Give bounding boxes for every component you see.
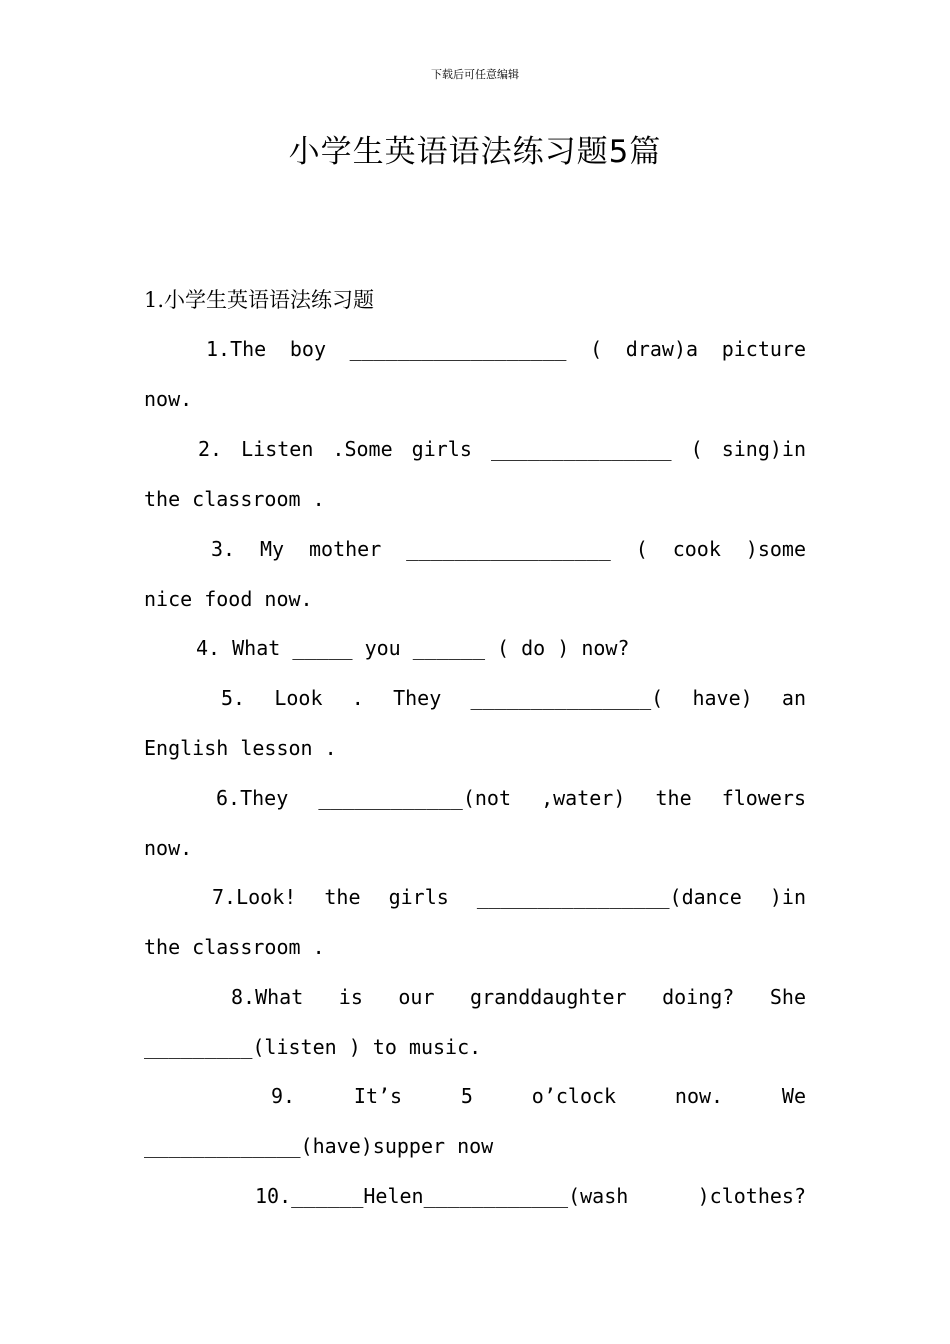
question-6-line-2: now. xyxy=(144,836,193,860)
question-10-line-1: 10.______Helen____________(wash )clothes? xyxy=(255,1184,806,1208)
question-5-line-2: English lesson . xyxy=(144,736,337,760)
question-2-line-2: the classroom . xyxy=(144,487,325,511)
question-9-line-2: _____________(have)supper now xyxy=(144,1134,494,1158)
header-note: 下载后可任意编辑 xyxy=(431,68,519,81)
question-1-line-2: now. xyxy=(144,387,193,411)
question-9-line-1: 9. It’s 5 o’clock now. We xyxy=(271,1084,806,1108)
question-7-line-1: 7.Look! the girls ________________(dance )in xyxy=(212,885,806,909)
question-3-line-2: nice food now. xyxy=(144,587,313,611)
question-3-line-1: 3. My mother _________________ ( cook )some xyxy=(211,537,806,561)
question-8-line-1: 8.What is our granddaughter doing? She xyxy=(231,985,806,1009)
question-1-line-1: 1.The boy __________________ ( draw)a picture xyxy=(206,337,806,361)
question-6-line-1: 6.They ____________(not ,water) the flowers xyxy=(216,786,806,810)
question-5-line-1: 5. Look . They _______________( have) an xyxy=(221,686,806,710)
question-2-line-1: 2. Listen .Some girls _______________ ( sing)in xyxy=(198,437,806,461)
question-7-line-2: the classroom . xyxy=(144,935,325,959)
question-8-line-2: _________(listen ) to music. xyxy=(144,1035,482,1059)
question-4-line-1: 4. What _____ you ______ ( do ) now? xyxy=(196,636,630,660)
section-heading: 1.小学生英语语法练习题 xyxy=(144,288,375,312)
page-title: 小学生英语语法练习题5篇 xyxy=(288,134,662,170)
